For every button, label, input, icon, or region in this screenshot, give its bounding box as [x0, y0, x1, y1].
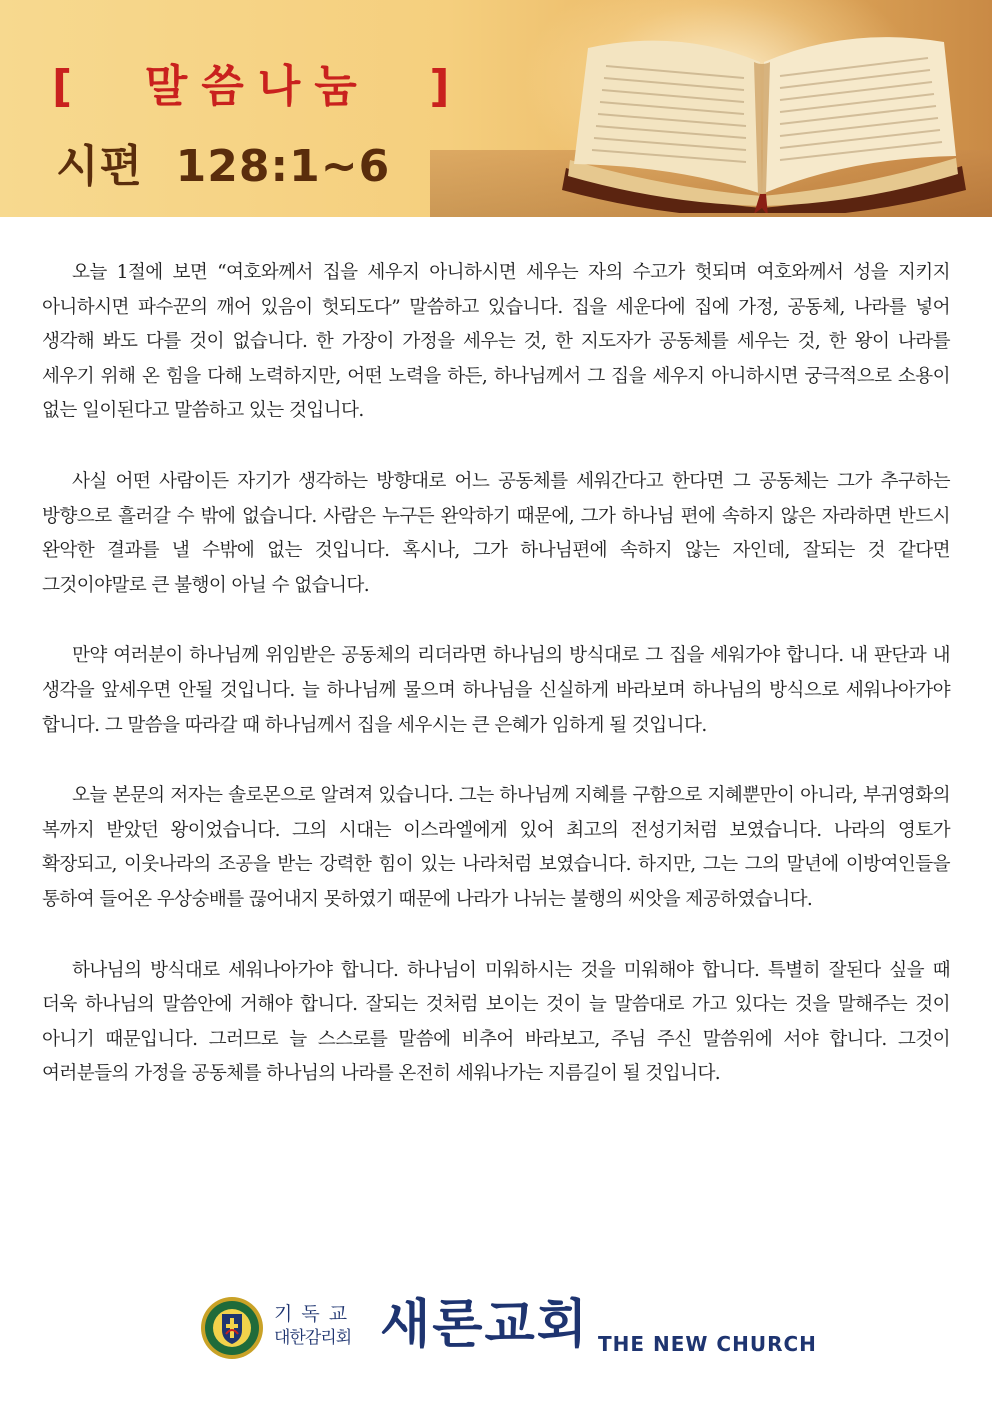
church-name-english: THE NEW CHURCH — [598, 1332, 817, 1356]
paragraph-3: 만약 여러분이 하나님께 위임받은 공동체의 리더라면 하나님의 방식대로 그 집을 세워가야 합니다. 내 판단과 내 생각을 앞세우면 안될 것입니다. 늘 하나님께 물으며 하나님을 신실하게 바라보며 하나님의 방식으로 세워나아가야 합니다. 그 말씀을 따라갈 때 하나님께서 집을 세우시는 큰 은혜가 임하게 될 것입니다. — [42, 645, 950, 736]
methodist-emblem-icon — [200, 1296, 264, 1360]
scripture-reference: 시편 128:1~6 — [56, 141, 391, 192]
paragraph-4: 오늘 본문의 저자는 솔로몬으로 알려져 있습니다. 그는 하나님께 지혜를 구함으로 지혜뿐만이 아니라, 부귀영화의 복까지 받았던 왕이었습니다. 그의 시대는 이스라엘에게 있어 최고의 전성기처럼 보였습니다. 나라의 영토가 확장되고, 이웃나라의 조공을 받는 강력한 힘이 있는 나라처럼 보였습니다. 하지만, 그는 그의 말년에 이방여인들을 통하여 들어온 우상숭배를 끊어내지 못하였기 때문에 나라가 나뉘는 불행의 씨앗을 제공하였습니다. — [42, 785, 950, 910]
paragraph-5: 하나님의 방식대로 세워나아가야 합니다. 하나님이 미워하시는 것을 미워해야 합니다. 특별히 잘된다 싶을 때 더욱 하나님의 말씀안에 거해야 합니다. 잘되는 것처럼 보이는 것이 늘 말씀대로 가고 있다는 것을 말해주는 것이 아니기 때문입니다. 그러므로 늘 스스로를 말씀에 비추어 바라보고, 주님 주신 말씀위에 서야 합니다. 그것이 여러분들의 가정을 공동체를 하나님의 나라를 온전히 세워나가는 지름길이 될 것입니다. — [42, 959, 950, 1085]
sermon-body — [42, 256, 950, 1128]
paragraph-1: 오늘 1절에 보면 “여호와께서 집을 세우지 아니하시면 세우는 자의 수고가 헛되며 여호와께서 성을 지키지 아니하시면 파수꾼의 깨어 있음이 헛되도다” 말씀하고 있습니다. 집을 세운다에 집에 가정, 공동체, 나라를 넣어 생각해 봐도 다를 것이 없습니다. 한 가장이 가정을 세우는 것, 한 지도자가 공동체를 세우는 것, 한 왕이 나라를 세우기 위해 온 힘을 다해 노력하지만, 어떤 노력을 하든, 하나님께서 그 집을 세우지 아니하시면 궁극적으로 소용이 없는 일이된다고 말씀하고 있는 것입니다. — [42, 262, 950, 422]
church-name-korean: 새론교회 — [380, 1295, 589, 1355]
paragraph-2: 사실 어떤 사람이든 자기가 생각하는 방향대로 어느 공동체를 세워간다고 한다면 그 공동체는 그가 추구하는 방향으로 흘러갈 수 밖에 없습니다. 사람은 누구든 완악하기 때문에, 그가 하나님 편에 속하지 않은 자라하면 반드시 완악한 결과를 낼 수밖에 없는 것입니다. 혹시나, 그가 하나님편에 속하지 않는 자인데, 잘되는 것 같다면 그것이야말로 큰 불행이 아닐 수 없습니다. — [42, 470, 950, 596]
denomination-line-1: 기독교 — [274, 1303, 357, 1325]
denomination-name — [274, 1302, 368, 1350]
header-banner — [0, 0, 992, 217]
page-title: [ 말씀나눔 ] — [52, 61, 464, 112]
denomination-line-2: 대한감리회 — [274, 1328, 352, 1348]
open-bible-icon — [548, 18, 978, 213]
church-footer — [200, 1295, 817, 1372]
